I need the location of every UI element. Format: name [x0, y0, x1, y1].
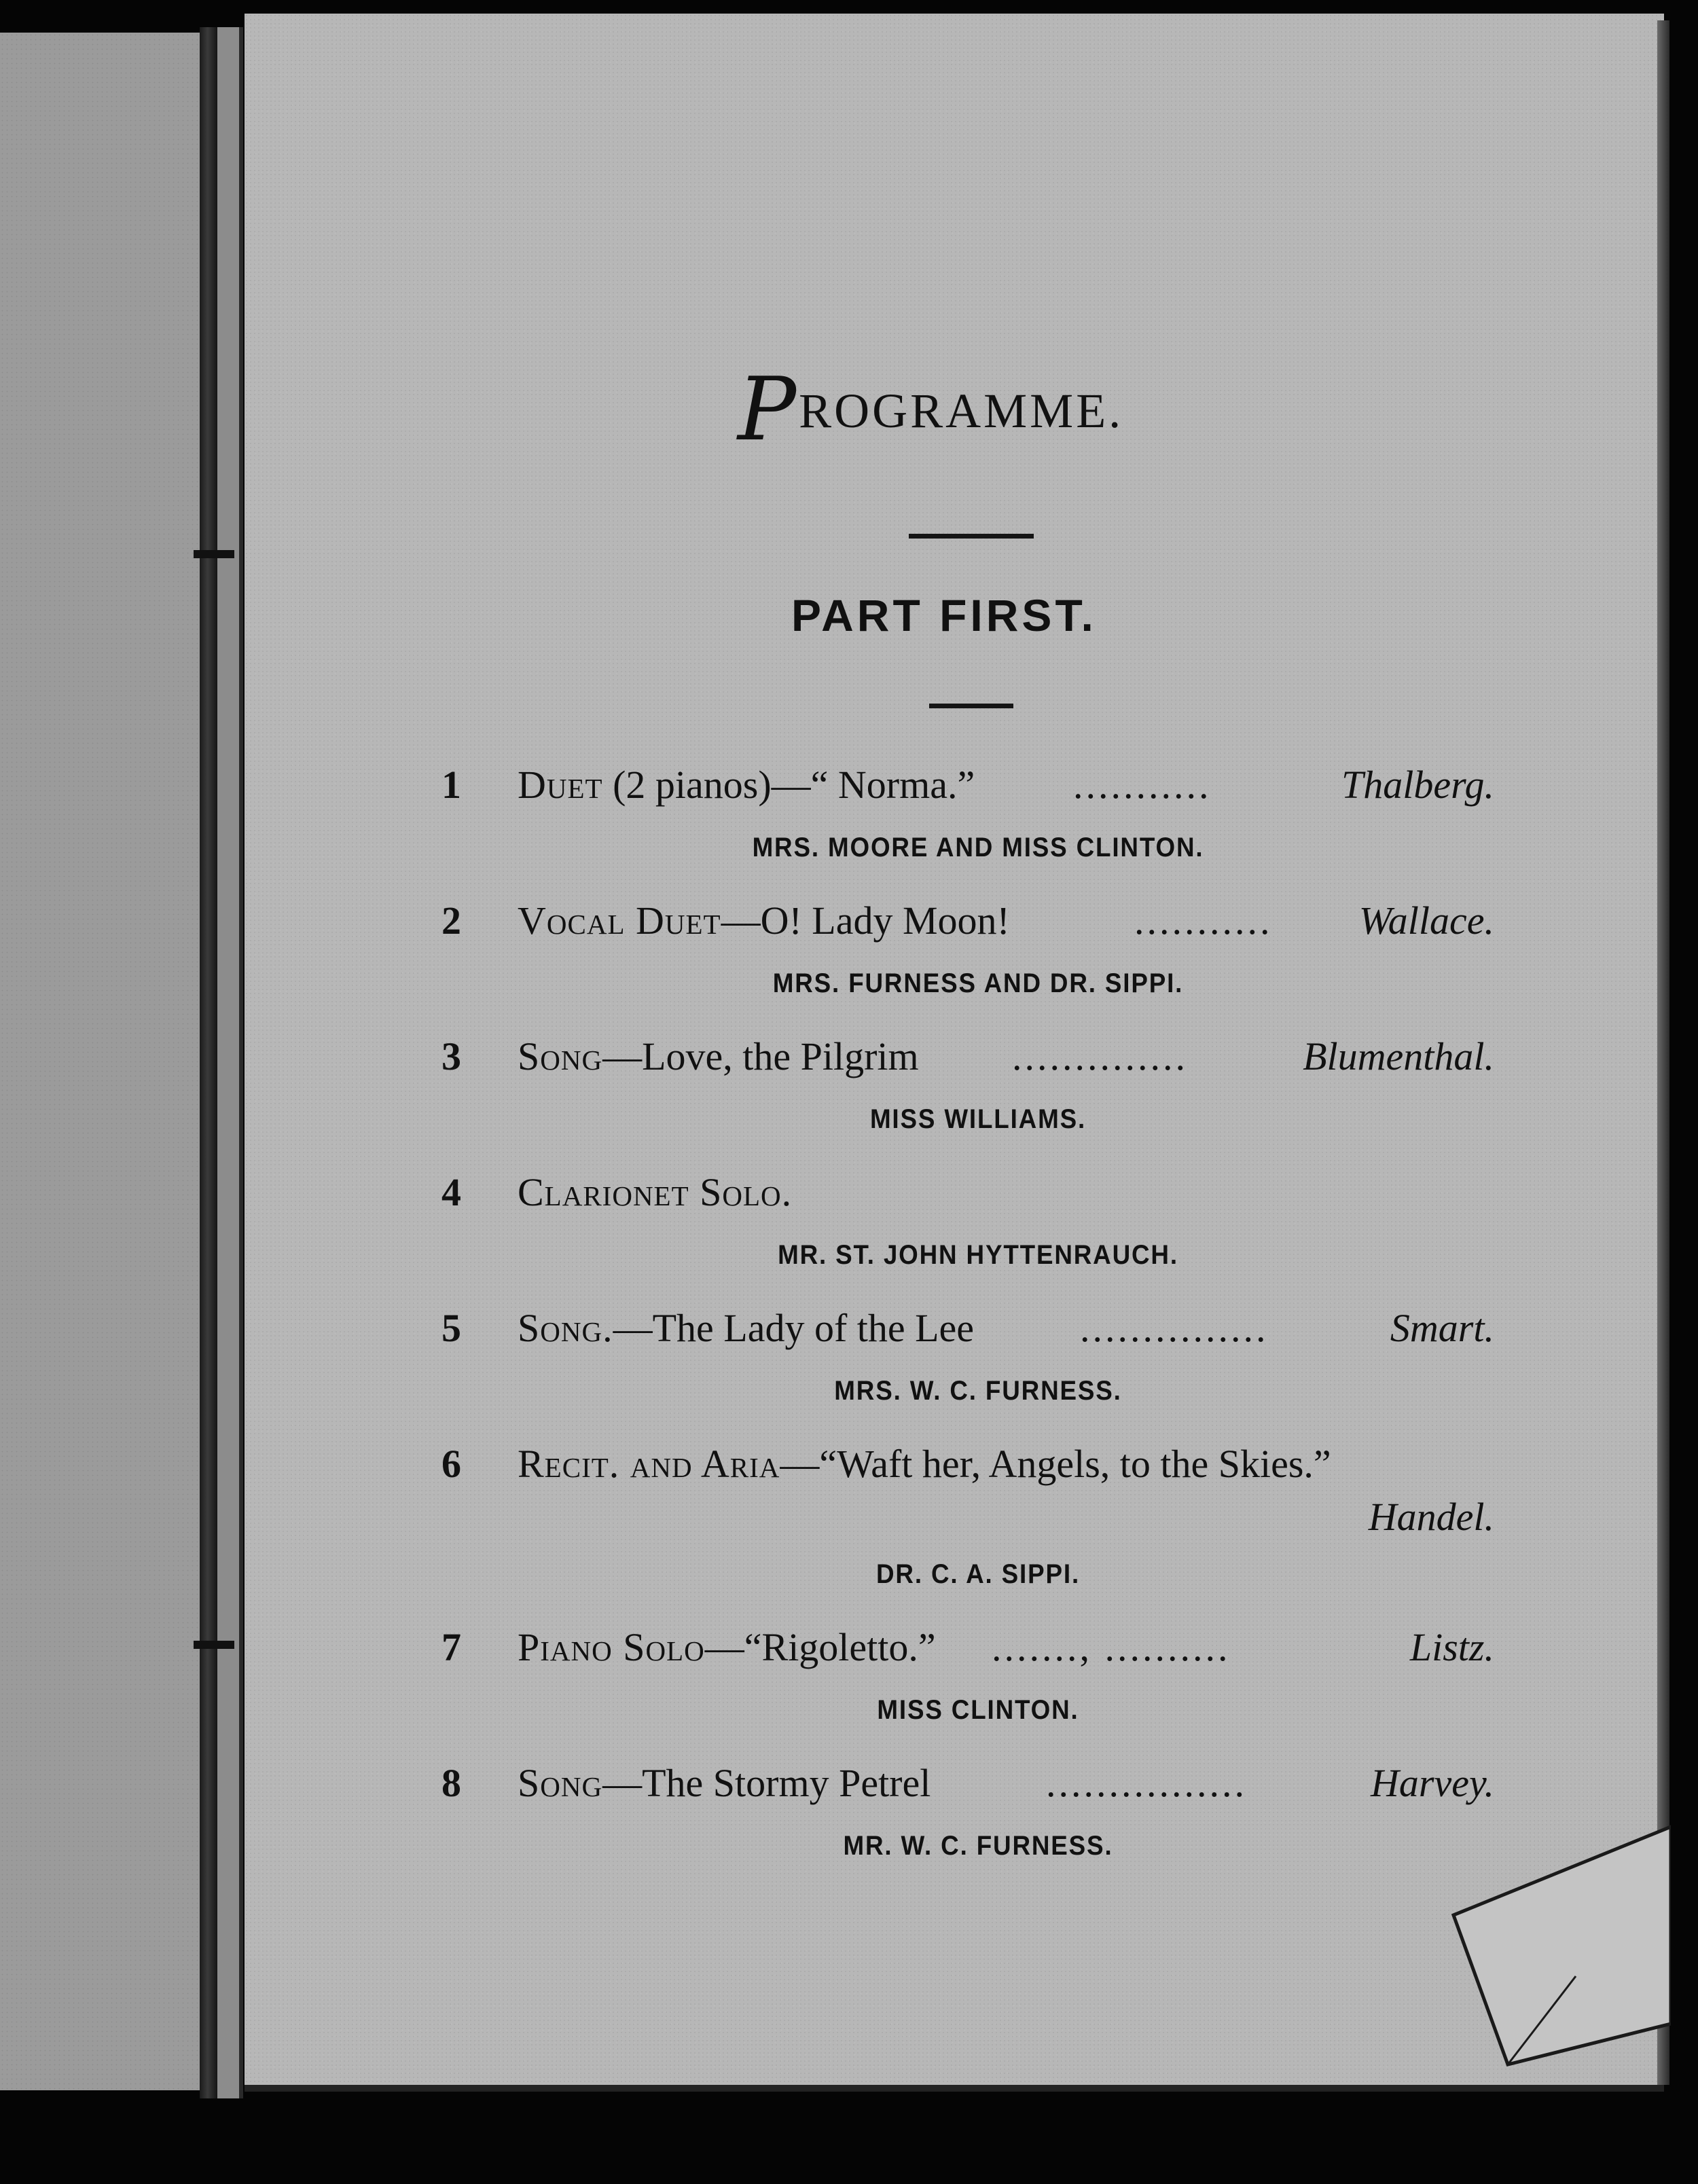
- item-composer-line: [441, 1494, 1515, 1542]
- binding-stitch: [194, 550, 234, 558]
- item-performer: MISS CLINTON.: [877, 1695, 1079, 1725]
- item-number: 3: [441, 1034, 461, 1078]
- item-performer: DR. C. A. SIPPI.: [875, 1559, 1081, 1589]
- item-title: Song.—The Lady of the Lee: [518, 1306, 975, 1350]
- programme-item: [441, 1752, 1515, 1861]
- item-performer: MR. ST. JOHN HYTTENRAUCH.: [778, 1240, 1178, 1270]
- item-number: 1: [441, 763, 461, 807]
- programme-item: [441, 1025, 1515, 1135]
- leader-dots: ......., ..........: [992, 1625, 1231, 1669]
- page-title: [738, 359, 1213, 460]
- item-title: Clarionet Solo.: [518, 1170, 793, 1214]
- leader-dots: ................: [1046, 1761, 1247, 1805]
- item-title: Vocal Duet—O! Lady Moon!: [518, 898, 1010, 943]
- item-composer: Wallace.: [1358, 898, 1494, 943]
- page-edge-shadow: [1657, 20, 1669, 2085]
- title-rest: ROGRAMME.: [799, 384, 1124, 438]
- item-performer: MR. W. C. FURNESS.: [843, 1831, 1113, 1861]
- item-number: 5: [441, 1306, 461, 1350]
- item-composer: Thalberg.: [1341, 763, 1494, 807]
- programme-item: [441, 890, 1515, 999]
- item-performer: MRS. MOORE AND MISS CLINTON.: [752, 833, 1204, 862]
- item-composer: Blumenthal.: [1303, 1034, 1494, 1078]
- item-performer: MISS WILLIAMS.: [869, 1104, 1087, 1134]
- title-initial: P: [738, 359, 799, 460]
- item-title: Recit. and Aria—“Waft her, Angels, to the Skies.”: [518, 1442, 1331, 1486]
- item-composer: Listz.: [1409, 1625, 1494, 1669]
- programme-item: [441, 1616, 1515, 1726]
- leader-dots: ..............: [1012, 1034, 1188, 1078]
- item-number: 2: [441, 898, 461, 943]
- programme-item: [441, 1297, 1515, 1406]
- spine-margin: [217, 27, 243, 2098]
- section-divider: [929, 704, 1013, 708]
- item-number: 7: [441, 1625, 461, 1669]
- item-performer: MRS. FURNESS AND DR. SIPPI.: [772, 968, 1184, 998]
- title-divider: [909, 534, 1034, 539]
- leader-dots: ...........: [1073, 763, 1212, 807]
- item-composer: Smart.: [1390, 1306, 1494, 1350]
- item-number: 8: [441, 1761, 461, 1805]
- item-title: Song—The Stormy Petrel: [518, 1761, 931, 1805]
- left-page-fragment: [0, 33, 202, 2090]
- item-composer: Harvey.: [1371, 1761, 1494, 1805]
- item-composer: Handel.: [1368, 1495, 1494, 1539]
- binding-spine: [200, 27, 217, 2098]
- section-heading: PART FIRST.: [791, 590, 1097, 640]
- item-title: Song—Love, the Pilgrim: [518, 1034, 919, 1078]
- item-number: 4: [441, 1170, 461, 1214]
- leader-dots: ...............: [1080, 1306, 1269, 1350]
- item-performer: MRS. W. C. FURNESS.: [834, 1376, 1122, 1406]
- item-number: 6: [441, 1442, 461, 1486]
- item-title: Duet (2 pianos)—“ Norma.”: [518, 763, 975, 807]
- item-title: Piano Solo—“Rigoletto.”: [518, 1625, 936, 1669]
- programme-item: [441, 1433, 1515, 1590]
- programme-item: [441, 754, 1515, 863]
- binding-stitch: [194, 1641, 234, 1649]
- programme-item: [441, 1161, 1515, 1271]
- leader-dots: ...........: [1134, 898, 1273, 943]
